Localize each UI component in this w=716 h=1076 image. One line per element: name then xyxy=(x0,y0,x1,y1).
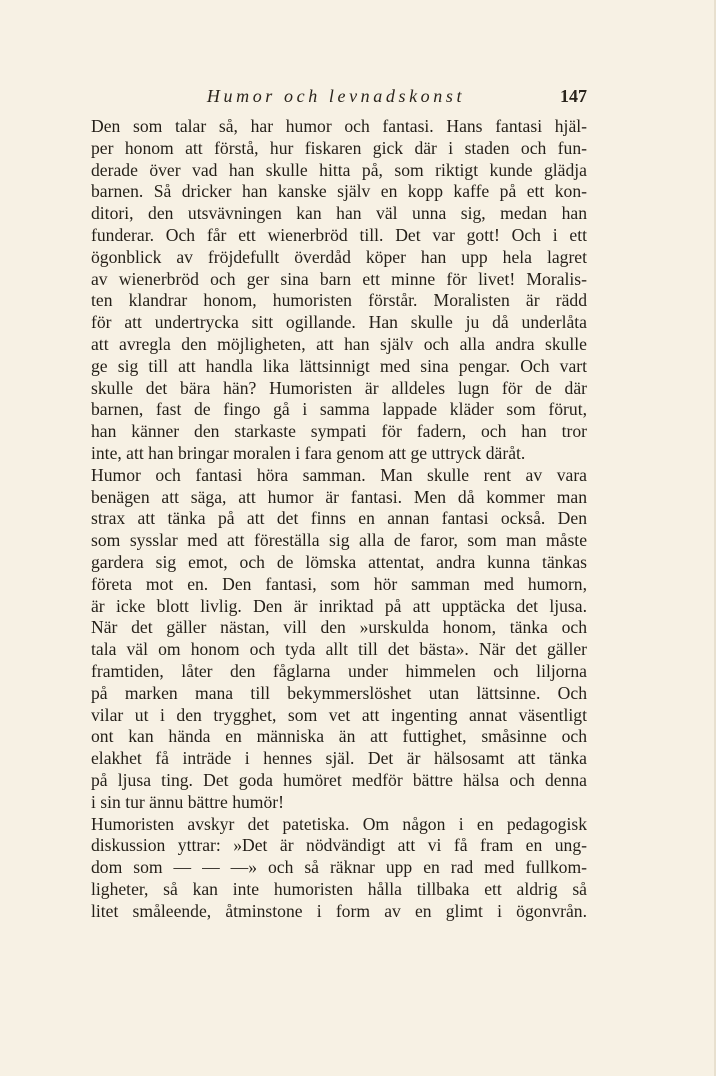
text-line: vilar ut i den trygghet, som vet att ingenting annat väsentligt xyxy=(91,704,587,725)
text-line: företa mot en. Den fantasi, som hör samman med humorn, xyxy=(91,573,587,594)
text-line: av wienerbröd och ger sina barn ett minne för livet! Moralis- xyxy=(91,268,587,289)
text-line: strax att tänka på att det finns en annan fantasi också. Den xyxy=(91,508,587,529)
text-line: Den som talar så, har humor och fantasi. Hans fantasi hjäl- xyxy=(91,116,587,136)
running-head xyxy=(91,86,587,110)
text-line: per honom att förstå, hur fiskaren gick där i staden och fun- xyxy=(91,137,587,158)
text-line: barnen, fast de fingo gå i samma lappade kläder som förut, xyxy=(91,399,587,420)
text-line: barnen. Så dricker han kanske själv en kopp kaffe på ett kon- xyxy=(91,181,587,202)
text-line: i sin tur ännu bättre humör! xyxy=(91,791,284,812)
text-line: inte, att han bringar moralen i fara genom att ge uttryck däråt. xyxy=(91,442,526,463)
text-line: han känner den starkaste sympati för fadern, och han tror xyxy=(91,421,587,442)
text-line: är icke blott livlig. Den är inriktad på att upptäcka det ljusa. xyxy=(91,595,587,616)
page-number: 147 xyxy=(560,86,587,106)
text-line: ligheter, så kan inte humoristen hålla tillbaka ett aldrig så xyxy=(91,878,587,899)
text-line: diskussion yttrar: »Det är nödvändigt att vi få fram en ung- xyxy=(91,835,587,856)
text-line: ditori, den utsvävningen kan han väl unna sig, medan han xyxy=(91,203,587,224)
text-line: ten klandrar honom, humoristen förstår. Moralisten är rädd xyxy=(91,290,587,311)
text-line: gardera sig emot, och de lömska attentat, andra kunna tänkas xyxy=(91,551,587,572)
text-line: framtiden, låter den fåglarna under himmelen och liljorna xyxy=(91,660,587,681)
text-line: benägen att säga, att humor är fantasi. Men då kommer man xyxy=(91,486,587,507)
text-line: När det gäller nästan, vill den »urskulda honom, tänka och xyxy=(91,617,587,638)
text-line: på ljusa ting. Det goda humöret medför bättre hälsa och denna xyxy=(91,769,587,790)
text-line: som sysslar med att föreställa sig alla de faror, som man måste xyxy=(91,530,587,551)
text-line: ögonblick av fröjdefullt överdåd köper han upp hela lagret xyxy=(91,246,587,267)
text-line: skulle det bära hän? Humoristen är alldeles lugn för de där xyxy=(91,377,587,398)
text-line: ge sig till att handla lika lättsinnigt med sina pengar. Och vart xyxy=(91,355,587,376)
text-line: litet småleende, åtminstone i form av en glimt i ögonvrån. xyxy=(91,900,587,921)
text-line: Humoristen avskyr det patetiska. Om någon i en pedagogisk xyxy=(91,813,587,834)
running-title: Humor och levnadskonst xyxy=(206,86,466,106)
text-line: derade över vad han skulle hitta på, som riktigt kunde glädja xyxy=(91,159,587,180)
text-line: ont kan hända en människa än att futtighet, småsinne och xyxy=(91,726,587,747)
text-line: Humor och fantasi höra samman. Man skulle rent av vara xyxy=(91,464,587,485)
text-line: att avregla den möjligheten, att han själv och alla andra skulle xyxy=(91,333,587,354)
text-line: för att undertrycka sitt ogillande. Han skulle ju då underlåta xyxy=(91,312,587,333)
text-line: dom som — — —» och så räknar upp en rad med fullkom- xyxy=(91,857,587,878)
text-line: elakhet få inträde i hennes själ. Det är hälsosamt att tänka xyxy=(91,748,587,769)
text-line: funderar. Och får ett wienerbröd till. Det var gott! Och i ett xyxy=(91,224,587,245)
text-line: tala väl om honom och tyda allt till det bästa». När det gäller xyxy=(91,639,587,660)
text-line: på marken mana till bekymmerslöshet utan lättsinne. Och xyxy=(91,682,587,703)
body-text xyxy=(91,116,587,922)
